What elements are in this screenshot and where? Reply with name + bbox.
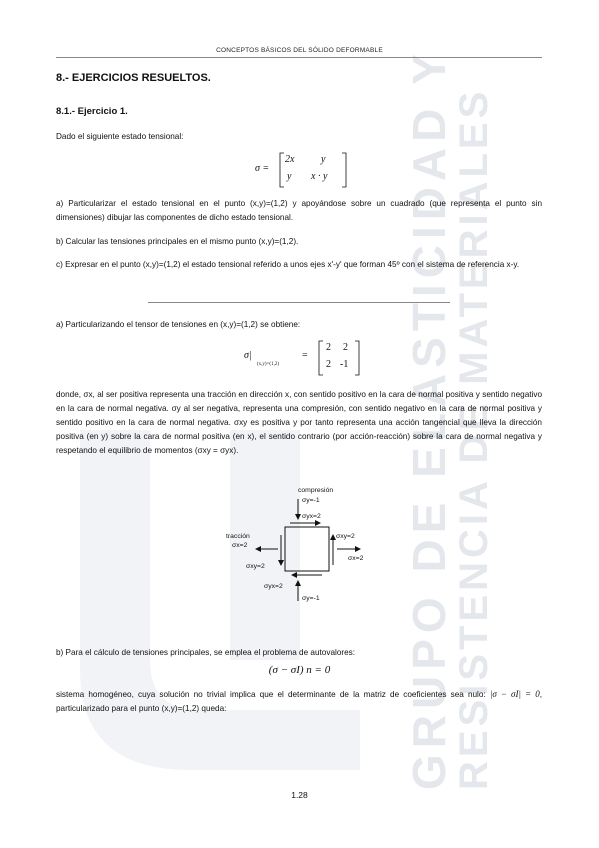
label-compresion: compresión xyxy=(298,487,334,494)
determinant-condition: |σ − σI| = 0 xyxy=(489,689,540,699)
solution-b-text-after: , particularizado para el punto (x,y)=(1,2) queda: xyxy=(56,690,543,713)
watermark-line2: RESISTENCIA DE MATERIALES xyxy=(452,87,496,790)
solution-b-intro: b) Para el cálculo de tensiones principales, se emplea el problema de autovalores: xyxy=(56,648,356,657)
page-number: 1.28 xyxy=(291,790,308,800)
matrix-r2c1: y xyxy=(287,171,292,182)
question-c: c) Expresar en el punto (x,y)=(1,2) el estado tensional referido a unos ejes x'-y' que forman 45º con el sistema de referencia x-y. xyxy=(56,260,520,269)
matrix-lhs: σ = xyxy=(255,163,270,174)
matrix-r1c1: 2x xyxy=(285,154,295,165)
eigen-equation: (σ − σI) n = 0 xyxy=(268,664,331,676)
label-sx-right: σx=2 xyxy=(348,555,364,562)
label-sx-left: σx=2 xyxy=(232,542,248,549)
subsection-heading: 8.1.- Ejercicio 1. xyxy=(56,106,128,117)
matrix2-r1c2: 2 xyxy=(343,342,348,353)
stress-element-diagram xyxy=(210,485,390,615)
matrix2-r1c1: 2 xyxy=(326,342,331,353)
running-header: CONCEPTOS BÁSICOS DEL SÓLIDO DEFORMABLE xyxy=(216,47,383,54)
matrix2-r2c2: -1 xyxy=(340,359,349,370)
separator-rule xyxy=(148,302,450,303)
matrix-r2c2: x · y xyxy=(311,171,328,182)
label-syx-bottom: σyx=2 xyxy=(264,583,283,590)
solution-b-text xyxy=(56,687,542,716)
particular-matrix xyxy=(244,340,374,376)
matrix-r1c2: y xyxy=(321,154,326,165)
label-sy-bottom: σy=-1 xyxy=(302,595,320,602)
matrix2-bracket-left xyxy=(318,340,324,376)
intro-text: Dado el siguiente estado tensional: xyxy=(56,132,184,141)
solution-a-intro: a) Particularizando el tensor de tensiones en (x,y)=(1,2) se obtiene: xyxy=(56,320,301,329)
label-sxy-left: σxy=2 xyxy=(246,563,265,570)
question-a: a) Particularizar el estado tensional en el punto (x,y)=(1,2) y apoyándose sobre un cuadrado (que representa el punto sin dimensiones) dibujar las componentes de dicho estado tensional. xyxy=(56,199,542,222)
matrix-bracket-right xyxy=(341,152,347,188)
matrix2-lhs: σ| xyxy=(244,350,252,361)
header-rule xyxy=(56,57,542,58)
matrix2-bracket-right xyxy=(354,340,360,376)
matrix2-r2c1: 2 xyxy=(326,359,331,370)
diagram-graphic xyxy=(210,485,390,615)
stress-matrix xyxy=(255,152,365,188)
label-sxy-right: σxy=2 xyxy=(336,533,355,540)
matrix2-lhs-sub: (x,y)=(1,2) xyxy=(257,362,279,367)
solution-b-text-before: sistema homogéneo, cuya solución no trivial implica que el determinante de la matriz de coeficientes sea nulo: xyxy=(56,690,486,699)
matrix2-eq: = xyxy=(302,350,308,361)
question-b: b) Calcular las tensiones principales en el mismo punto (x,y)=(1,2). xyxy=(56,237,299,246)
watermark-line1: GRUPO DE ELASTICIDAD Y xyxy=(403,48,455,790)
solution-a-explanation: donde, σx, al ser positiva representa una tracción en dirección x, con sentido positivo en la cara de normal positiva y sentido negativo en la cara de normal negativa. σy al ser negativa, representa una compresión, con sentido negativo en la cara de normal positiva y sentido positivo en la cara de normal negativa. σxy es positiva y por tanto representa una acción tangencial que lleva la dirección positiva (en y) sobre la cara de normal positiva (en x), el sentido contrario (por acción-reacción) sobre la cara de normal negativa y respetando el equilibrio de momentos (σxy = σyx). xyxy=(56,390,542,455)
label-syx-top: σyx=2 xyxy=(302,513,321,520)
label-sy-top: σy=-1 xyxy=(302,497,320,504)
section-heading: 8.- EJERCICIOS RESUELTOS. xyxy=(56,72,211,84)
label-traccion: tracción xyxy=(226,533,250,540)
